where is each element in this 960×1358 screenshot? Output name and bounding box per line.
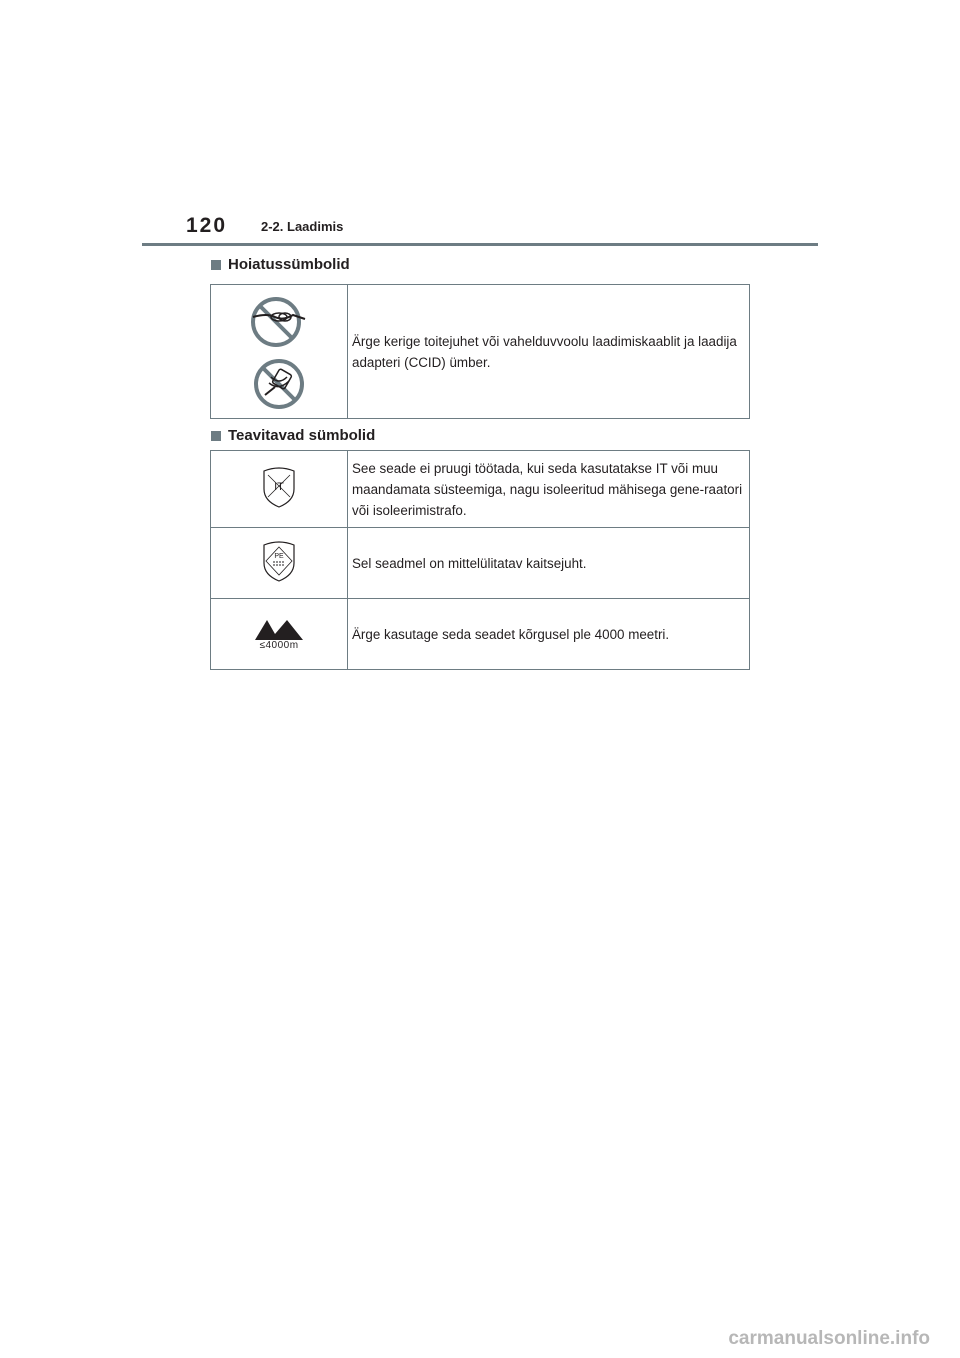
square-bullet-icon xyxy=(211,431,221,441)
it-shield-icon xyxy=(262,465,296,509)
no-cable-coil-icon xyxy=(249,293,309,347)
pe-shield-icon xyxy=(262,539,296,583)
table-row xyxy=(211,528,750,599)
info-symbols-table xyxy=(210,450,750,670)
altitude-limit-label: ≤4000m xyxy=(259,639,299,651)
it-system-prohibited-icon xyxy=(211,451,348,528)
no-cable-wrap-adapter-icon xyxy=(251,357,307,411)
info-row-text: Ärge kasutage seda seadet kõrgusel ple 4000 meetri. xyxy=(348,599,750,670)
header-divider xyxy=(142,243,818,246)
info-row-text: Sel seadmel on mittelülitatav kaitsejuht. xyxy=(348,528,750,599)
table-row xyxy=(211,451,750,528)
watermark-logo: carmanualsonline.info xyxy=(728,1328,930,1349)
mountain-icon xyxy=(255,618,303,642)
table-row xyxy=(211,599,750,670)
warning-symbols-table xyxy=(210,284,750,419)
warning-symbols-heading xyxy=(211,256,350,273)
section-title: 2-2. Laadimis xyxy=(261,219,344,234)
protective-earth-icon xyxy=(211,528,348,599)
info-symbols-heading-text: Teavitavad sümbolid xyxy=(228,427,376,444)
square-bullet-icon xyxy=(211,260,221,270)
warning-symbols-heading-text: Hoiatussümbolid xyxy=(228,256,350,273)
no-cable-wrapping-icon xyxy=(211,285,348,419)
info-row-text: See seade ei pruugi töötada, kui seda kasutatakse IT või muu maandamata süsteemiga, nagu isoleeritud mähisega gene-raatori või isoleerimistrafo. xyxy=(348,451,750,528)
pe-label: PE xyxy=(274,552,284,560)
warning-row-text: Ärge kerige toitejuhet või vahelduvvoolu laadimiskaablit ja laadija adapteri (CCID) ümber. xyxy=(348,285,750,419)
altitude-limit-icon xyxy=(211,599,348,670)
page-number: 120 xyxy=(186,214,228,237)
info-symbols-heading xyxy=(211,427,375,444)
table-row xyxy=(211,285,750,419)
it-label: IT xyxy=(274,480,284,493)
